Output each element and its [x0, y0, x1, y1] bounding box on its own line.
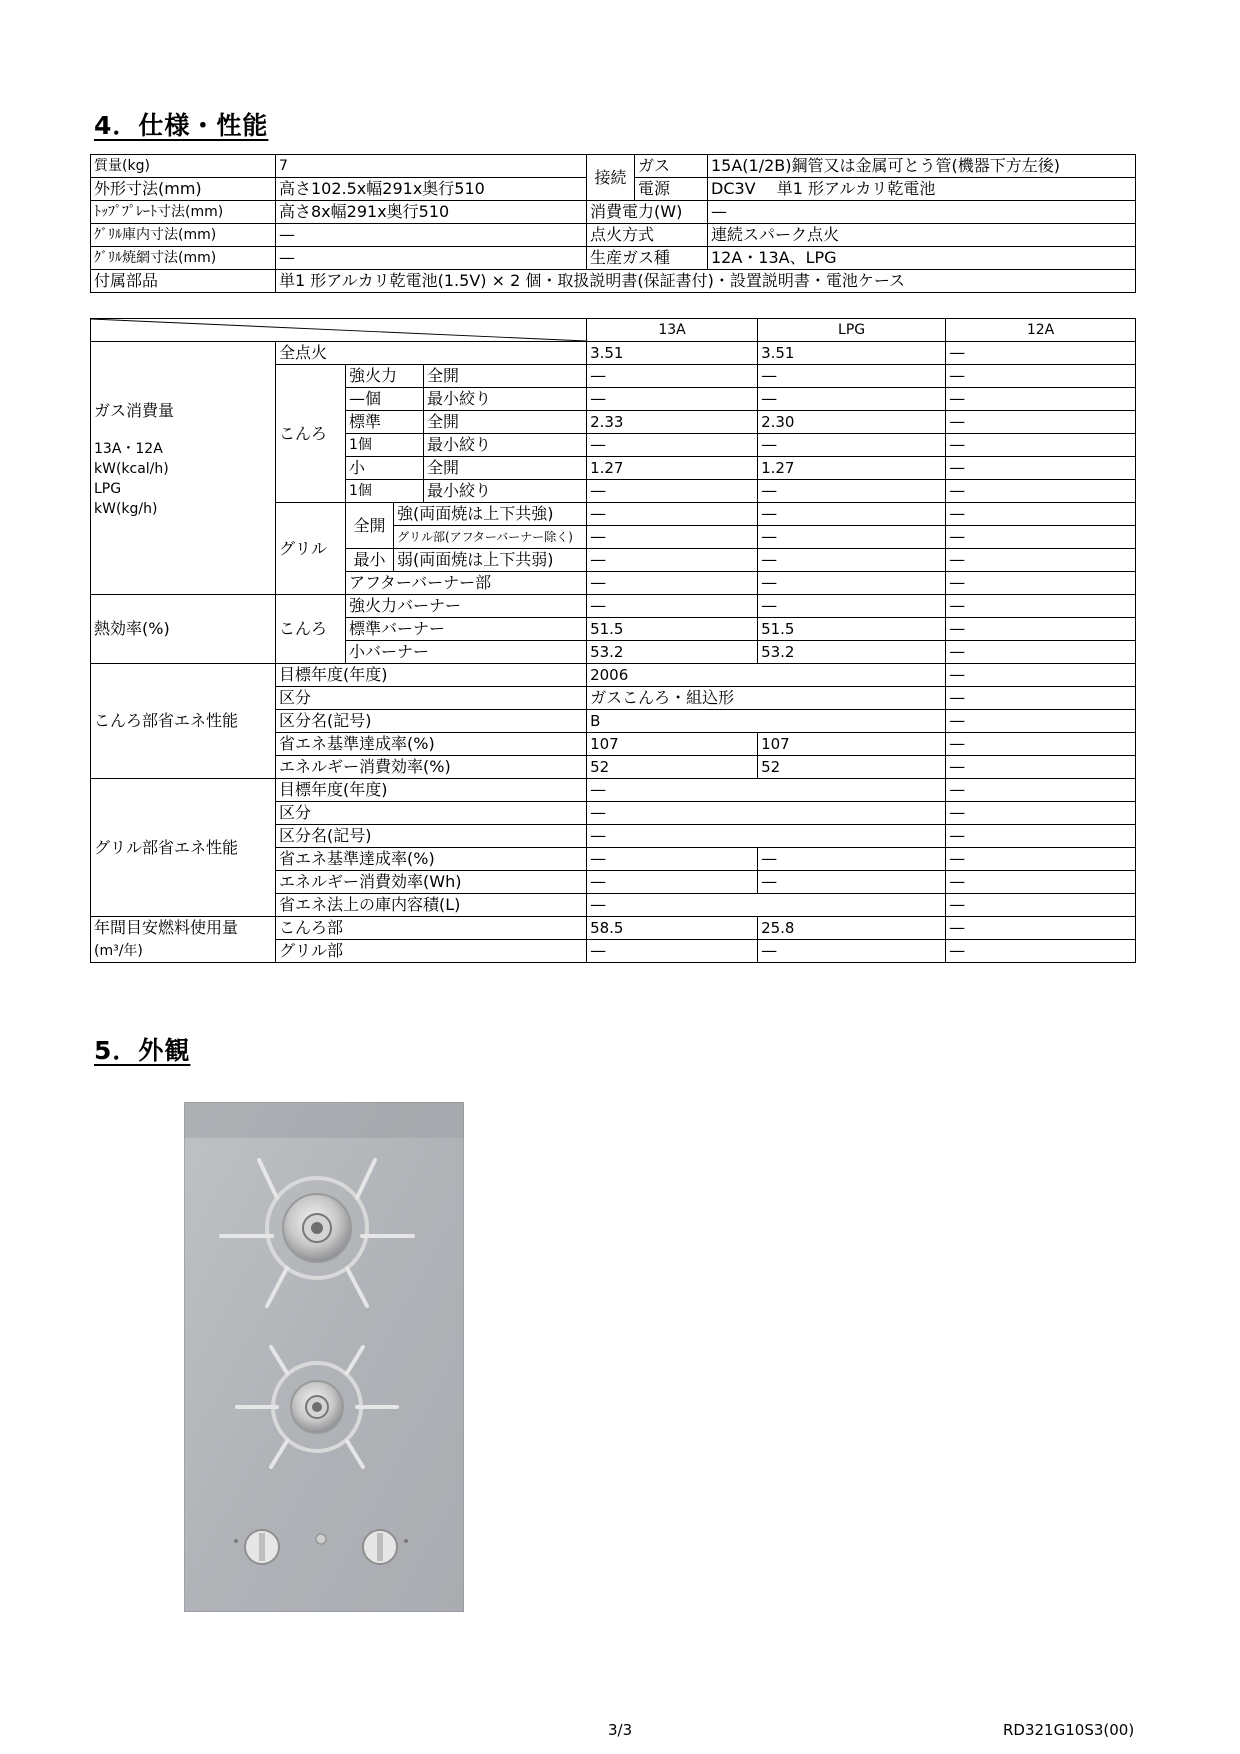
consumption-label: 消費電力(W)	[587, 201, 708, 224]
cell-lpg: 25.8	[758, 917, 946, 940]
cell-lpg: —	[758, 549, 946, 572]
annual-fuel-label: 年間目安燃料使用量	[91, 917, 276, 940]
cell-12a: —	[946, 434, 1136, 457]
connection-label: 接続	[587, 155, 635, 201]
cell-13a: —	[587, 940, 758, 963]
cell-12a: —	[946, 756, 1136, 779]
cell-12a: —	[946, 457, 1136, 480]
cell-lpg: 107	[758, 733, 946, 756]
cell-12a: —	[946, 641, 1136, 664]
cell-12a: —	[946, 595, 1136, 618]
grill-min-label: 最小	[346, 549, 394, 572]
cell-lpg: —	[758, 434, 946, 457]
spec-table	[90, 154, 1136, 293]
cell-12a: —	[946, 664, 1136, 687]
mass-label: 質量(kg)	[91, 155, 276, 178]
target-year-label: 目標年度(年度)	[276, 664, 587, 687]
cell-13a-lpg: —	[587, 802, 946, 825]
spec-row	[91, 224, 1136, 247]
power-value: DC3V 単1 形アルカリ乾電池	[708, 178, 1136, 201]
gas-unit-line: kW(kcal/h)	[94, 461, 169, 477]
spec-row	[91, 270, 1136, 293]
cell-12a: —	[946, 572, 1136, 595]
full-open-label: 全開	[424, 457, 587, 480]
thermal-small-label: 小バーナー	[346, 641, 587, 664]
cell-12a: —	[946, 388, 1136, 411]
grill-energy-group: グリル部省エネ性能	[91, 779, 276, 917]
cell-lpg: —	[758, 572, 946, 595]
cell-13a-lpg: —	[587, 825, 946, 848]
cell-12a: —	[946, 687, 1136, 710]
cell-lpg: —	[758, 365, 946, 388]
table-row	[91, 779, 1136, 802]
grill-weak-label: 弱(両面焼は上下共弱)	[394, 549, 587, 572]
cell-lpg: —	[758, 940, 946, 963]
section-4-title: 4．仕様・性能	[94, 111, 269, 140]
col-12a: 12A	[946, 319, 1136, 342]
spec-row	[91, 247, 1136, 270]
cell-13a: —	[587, 365, 758, 388]
grill-chamber-value: —	[276, 224, 587, 247]
cell-12a: —	[946, 503, 1136, 526]
cell-13a-lpg: ガスこんろ・組込形	[587, 687, 946, 710]
cell-13a: —	[587, 480, 758, 503]
diagonal-line	[91, 319, 586, 341]
category-name-label: 区分名(記号)	[276, 825, 587, 848]
min-throttle-label: 最小絞り	[424, 434, 587, 457]
cell-12a: —	[946, 940, 1136, 963]
target-year-label: 目標年度(年度)	[276, 779, 587, 802]
cell-lpg: 53.2	[758, 641, 946, 664]
cell-12a: —	[946, 618, 1136, 641]
spec-row	[91, 201, 1136, 224]
cell-13a: —	[587, 572, 758, 595]
cell-13a-lpg: 2006	[587, 664, 946, 687]
cell-13a: 52	[587, 756, 758, 779]
min-throttle-label: 最小絞り	[424, 388, 587, 411]
cell-lpg: —	[758, 503, 946, 526]
cell-13a: —	[587, 549, 758, 572]
grill-net-value: —	[276, 247, 587, 270]
dimension-value: 高さ102.5x幅291x奥行510	[276, 178, 587, 201]
strong-burner-label: 強火力	[346, 365, 424, 388]
cell-12a: —	[946, 733, 1136, 756]
gas-consumption-title: ガス消費量	[94, 401, 175, 420]
cell-lpg: —	[758, 388, 946, 411]
konro-label: こんろ	[276, 595, 346, 664]
cell-lpg: 3.51	[758, 342, 946, 365]
section-5-title: 5．外観	[94, 1036, 191, 1065]
cell-13a-lpg: —	[587, 894, 946, 917]
cell-12a: —	[946, 779, 1136, 802]
annual-grill-label: グリル部	[276, 940, 587, 963]
achieve-rate-label: 省エネ基準達成率(%)	[276, 848, 587, 871]
thermal-efficiency-group: 熱効率(%)	[91, 595, 276, 664]
cell-lpg: —	[758, 480, 946, 503]
cell-13a: 3.51	[587, 342, 758, 365]
col-lpg: LPG	[758, 319, 946, 342]
afterburner-label: アフターバーナー部	[346, 572, 587, 595]
cell-lpg: 1.27	[758, 457, 946, 480]
thermal-standard-label: 標準バーナー	[346, 618, 587, 641]
accessories-label: 付属部品	[91, 270, 276, 293]
power-label: 電源	[635, 178, 708, 201]
table-row	[91, 917, 1136, 940]
cell-lpg: 2.30	[758, 411, 946, 434]
spec-row	[91, 155, 1136, 178]
cell-lpg: —	[758, 595, 946, 618]
konro-energy-group: こんろ部省エネ性能	[91, 664, 276, 779]
grill-label: グリル	[276, 503, 346, 595]
table-row	[91, 595, 1136, 618]
grill-strong-label: 強(両面焼は上下共強)	[394, 503, 587, 526]
category-name-label: 区分名(記号)	[276, 710, 587, 733]
ignition-label: 点火方式	[587, 224, 708, 247]
cell-13a: —	[587, 871, 758, 894]
cooktop-image	[184, 1102, 464, 1612]
cell-13a: —	[587, 434, 758, 457]
cell-13a: 51.5	[587, 618, 758, 641]
gas-consumption-group	[91, 342, 276, 595]
cell-13a-lpg: B	[587, 710, 946, 733]
table-row	[91, 342, 1136, 365]
cell-lpg: —	[758, 871, 946, 894]
efficiency-wh-label: エネルギー消費効率(Wh)	[276, 871, 587, 894]
cell-13a: —	[587, 526, 758, 549]
cell-13a: 107	[587, 733, 758, 756]
small-count-label: 1個	[346, 480, 424, 503]
grill-chamber-label: ｸﾞﾘﾙ庫内寸法(mm)	[91, 224, 276, 247]
thermal-strong-label: 強火力バーナー	[346, 595, 587, 618]
gas-type-value: 12A・13A、LPG	[708, 247, 1136, 270]
consumption-value: —	[708, 201, 1136, 224]
min-throttle-label: 最小絞り	[424, 480, 587, 503]
category-label: 区分	[276, 802, 587, 825]
cell-13a-lpg: —	[587, 779, 946, 802]
cell-13a: 58.5	[587, 917, 758, 940]
top-plate-value: 高さ8x幅291x奥行510	[276, 201, 587, 224]
standard-burner-label: 標準	[346, 411, 424, 434]
chamber-volume-label: 省エネ法上の庫内容積(L)	[276, 894, 587, 917]
mass-value: 7	[276, 155, 587, 178]
col-13a: 13A	[587, 319, 758, 342]
cell-12a: —	[946, 526, 1136, 549]
small-burner-label: 小	[346, 457, 424, 480]
accessories-value: 単1 形アルカリ乾電池(1.5V) × 2 個・取扱説明書(保証書付)・設置説明書・電池ケース	[276, 270, 1136, 293]
cell-13a: —	[587, 848, 758, 871]
category-label: 区分	[276, 687, 587, 710]
cell-lpg: 52	[758, 756, 946, 779]
full-open-label: 全開	[424, 411, 587, 434]
cell-lpg: —	[758, 848, 946, 871]
achieve-rate-label: 省エネ基準達成率(%)	[276, 733, 587, 756]
cell-12a: —	[946, 802, 1136, 825]
cell-12a: —	[946, 848, 1136, 871]
header-row	[91, 319, 1136, 342]
grill-net-label: ｸﾞﾘﾙ焼網寸法(mm)	[91, 247, 276, 270]
cell-13a: —	[587, 503, 758, 526]
gas-unit-line: LPG	[94, 481, 122, 497]
cell-13a: 2.33	[587, 411, 758, 434]
cell-12a: —	[946, 825, 1136, 848]
gas-unit-line: kW(kg/h)	[94, 501, 158, 517]
gas-label: ガス	[635, 155, 708, 178]
grill-part-label: グリル部(アフターバーナー除く)	[394, 526, 587, 549]
gas-value: 15A(1/2B)鋼管又は金属可とう管(機器下方左後)	[708, 155, 1136, 178]
performance-table	[90, 318, 1136, 963]
ignition-value: 連続スパーク点火	[708, 224, 1136, 247]
grill-full-label: 全開	[346, 503, 394, 549]
dimension-label: 外形寸法(mm)	[91, 178, 276, 201]
table-row	[91, 940, 1136, 963]
cell-12a: —	[946, 549, 1136, 572]
cell-13a: —	[587, 388, 758, 411]
efficiency-label: エネルギー消費効率(%)	[276, 756, 587, 779]
cell-lpg: —	[758, 526, 946, 549]
full-open-label: 全開	[424, 365, 587, 388]
konro-label: こんろ	[276, 365, 346, 503]
gas-type-label: 生産ガス種	[587, 247, 708, 270]
page-number: 3/3	[608, 1721, 633, 1739]
annual-fuel-unit: (m³/年)	[91, 940, 276, 963]
top-plate-label: ﾄｯﾌﾟﾌﾟﾚｰﾄ寸法(mm)	[91, 201, 276, 224]
cell-13a: 1.27	[587, 457, 758, 480]
cell-12a: —	[946, 411, 1136, 434]
cell-lpg: 51.5	[758, 618, 946, 641]
cell-12a: —	[946, 342, 1136, 365]
cell-13a: 53.2	[587, 641, 758, 664]
table-row	[91, 664, 1136, 687]
document-code: RD321G10S3(00)	[1003, 1721, 1135, 1739]
cell-12a: —	[946, 871, 1136, 894]
cell-12a: —	[946, 710, 1136, 733]
cell-13a: —	[587, 595, 758, 618]
standard-count-label: 1個	[346, 434, 424, 457]
corner-cell	[91, 319, 587, 342]
cell-12a: —	[946, 917, 1136, 940]
cell-12a: —	[946, 365, 1136, 388]
cell-12a: —	[946, 480, 1136, 503]
annual-konro-label: こんろ部	[276, 917, 587, 940]
cell-12a: —	[946, 894, 1136, 917]
all-fire-label: 全点火	[276, 342, 587, 365]
strong-count-label: —個	[346, 388, 424, 411]
gas-unit-line: 13A・12A	[94, 441, 163, 457]
